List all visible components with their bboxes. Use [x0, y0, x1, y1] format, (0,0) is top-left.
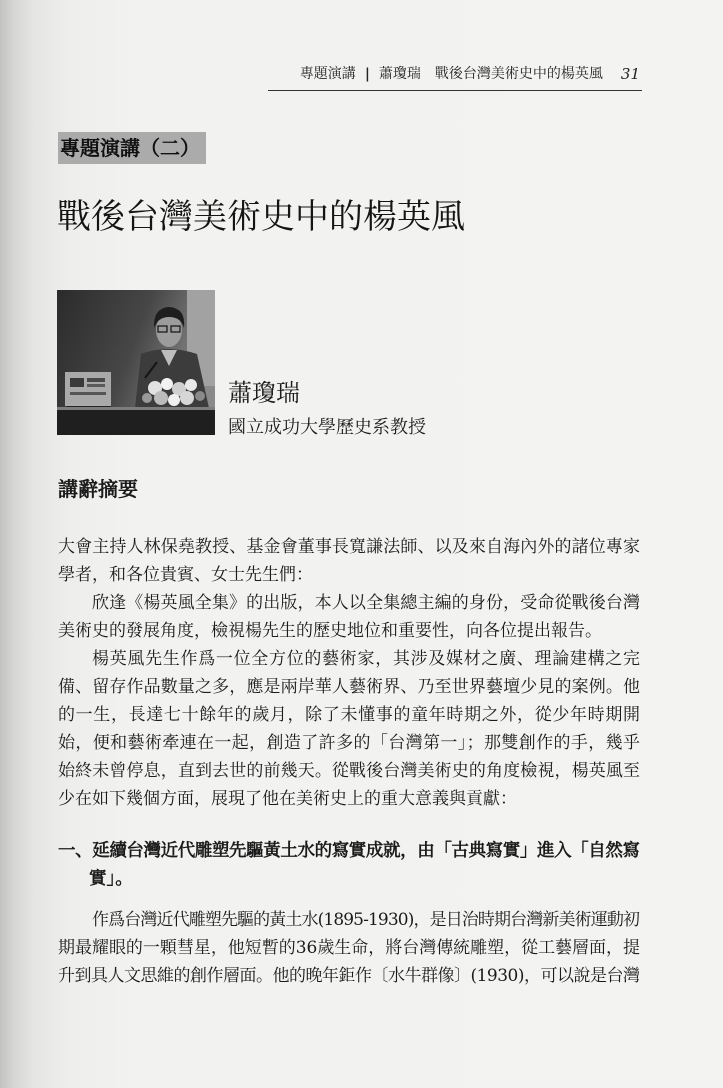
- body-text-line: 備、留存作品數量之多，應是兩岸華人藝術界、乃至世界藝壇少見的案例。他: [58, 677, 641, 697]
- body-text-line: 楊英風先生作爲一位全方位的藝術家，其涉及媒材之廣、理論建構之完: [92, 649, 641, 669]
- photo-flower-9: [195, 391, 205, 401]
- photo-flower-8: [142, 393, 152, 403]
- running-header-author: 蕭瓊瑞: [378, 66, 421, 82]
- section-label: 專題演講（二）: [58, 132, 206, 164]
- section-heading-line: 實」。: [89, 869, 133, 889]
- body-text-line: 期最耀眼的一顆彗星，他短暫的36歲生命，將台灣傳統雕塑，從工藝層面，提: [58, 938, 640, 958]
- photo-flower-5: [154, 391, 168, 405]
- body-text-line: 學者，和各位貴賓、女士先生們：: [58, 565, 313, 585]
- photo-sign: [65, 372, 111, 406]
- running-header: [300, 64, 640, 84]
- photo-sign-text-3: [87, 384, 105, 387]
- header-rule: [268, 90, 642, 91]
- photo-table: [57, 410, 215, 435]
- body-text-line: 升到具人文思維的創作層面。他的晚年鉅作〔水牛群像〕(1930)，可以說是台灣: [58, 966, 640, 986]
- running-header-title: 戰後台灣美術史中的楊英風: [434, 66, 603, 82]
- body-text-line: 大會主持人林保堯教授、基金會董事長寬謙法師、以及來自海內外的諸位專家: [58, 537, 641, 557]
- photo-table-edge: [57, 407, 215, 410]
- section-paragraph: [58, 906, 640, 990]
- section-heading: [58, 837, 640, 893]
- page-number: 31: [620, 65, 640, 83]
- body-text-line: 始終未曾停息，直到去世的前幾天。從戰後台灣美術史的角度檢視，楊英風至: [58, 761, 641, 781]
- body-text-line: 的一生，長達七十餘年的歲月，除了未懂事的童年時期之外，從少年時期開: [58, 705, 641, 725]
- photo-flower-7: [180, 391, 194, 405]
- photo-flower-2: [161, 378, 173, 390]
- photo-flower-6: [168, 394, 180, 406]
- body-text-line: 少在如下幾個方面，展現了他在美術史上的重大意義與貢獻：: [58, 789, 517, 809]
- photo-sign-text-4: [70, 392, 106, 395]
- photo-sign-text-1: [70, 378, 84, 387]
- author-photo: [57, 290, 215, 435]
- photo-flower-4: [185, 379, 197, 391]
- body-text-line: 美術史的發展角度，檢視楊先生的歷史地位和重要性，向各位提出報告。: [58, 621, 602, 641]
- running-header-section: 專題演講: [299, 66, 356, 82]
- body-text-line: 欣逢《楊英風全集》的出版，本人以全集總主編的身份，受命從戰後台灣: [92, 593, 641, 613]
- abstract-paragraph: [58, 589, 640, 645]
- author-affiliation: 國立成功大學歷史系教授: [228, 417, 426, 438]
- author-name: 蕭瓊瑞: [228, 379, 300, 407]
- abstract-paragraph: [58, 645, 640, 813]
- photo-sign-text-2: [87, 378, 105, 382]
- body-text-line: 始，便和藝術牽連在一起，創造了許多的「台灣第一」；那雙創作的手，幾乎: [58, 733, 641, 753]
- section-body: [58, 906, 640, 990]
- section-heading-line: 一、延續台灣近代雕塑先驅黃土水的寫實成就，由「古典寫實」進入「自然寫: [58, 841, 640, 861]
- abstract-heading: 講辭摘要: [58, 477, 138, 501]
- body-text-line: 作爲台灣近代雕塑先驅的黃土水(1895-1930)，是日治時期台灣新美術運動初: [92, 910, 640, 930]
- abstract-body: [58, 533, 640, 813]
- article-title: 戰後台灣美術史中的楊英風: [57, 197, 465, 237]
- running-header-separator: |: [364, 66, 370, 82]
- abstract-paragraph: [58, 533, 640, 589]
